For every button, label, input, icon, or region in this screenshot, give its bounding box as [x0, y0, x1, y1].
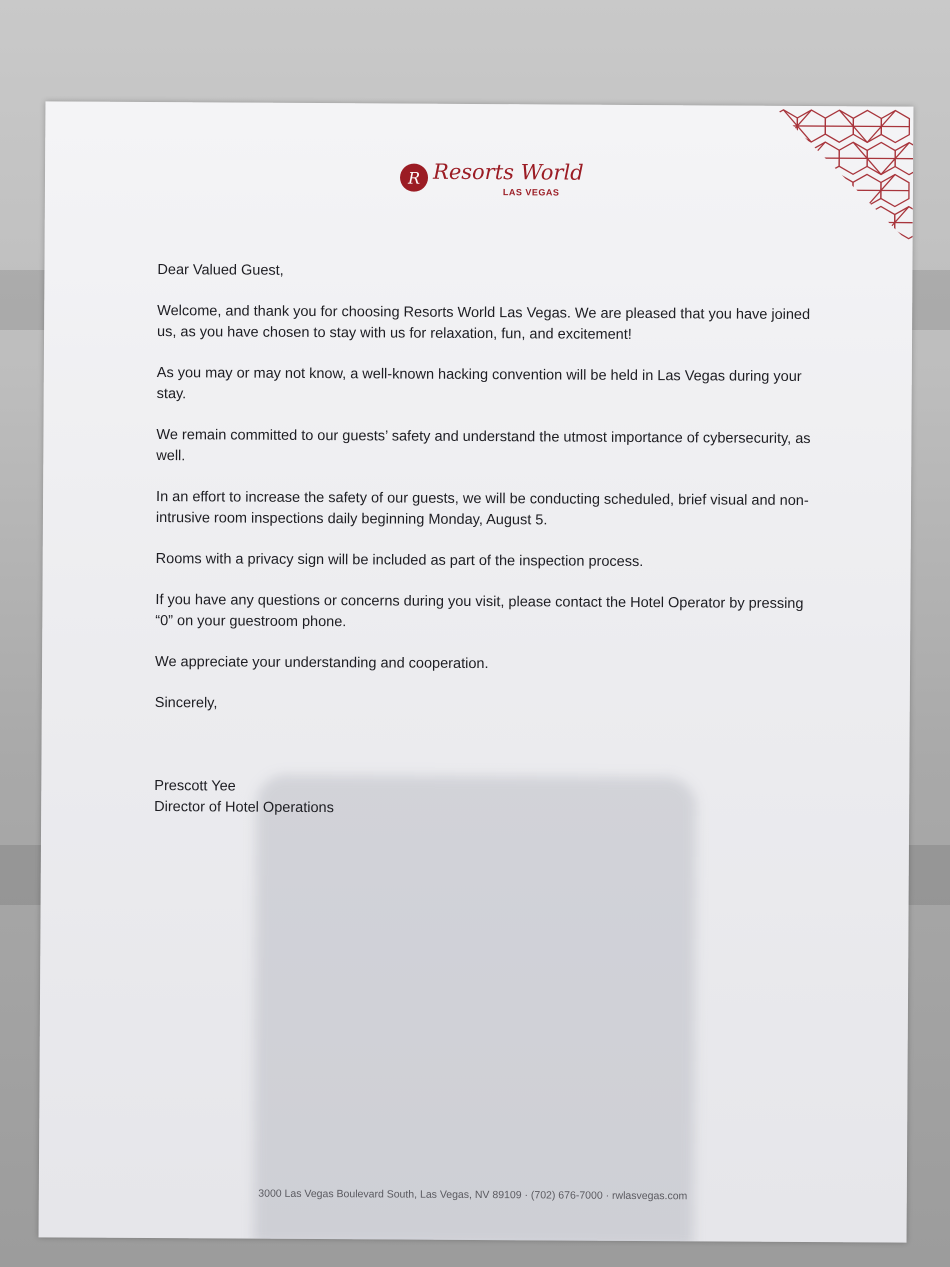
letter-body — [154, 260, 817, 822]
letter-paragraph: Welcome, and thank you for choosing Resorts World Las Vegas. We are pleased that you have joined us, as you have chosen to stay with us for relaxation, fun, and excitement! — [157, 303, 811, 343]
letter-page — [39, 101, 914, 1242]
letter-paragraph: In an effort to increase the safety of our guests, we will be conducting scheduled, brief visual and non-intrusive room inspections daily beginning Monday, August 5. — [155, 489, 809, 529]
letter-paragraph: If you have any questions or concerns during you visit, please contact the Hotel Operator by pressing “0” on your guestroom phone. — [155, 592, 804, 631]
corner-pattern-icon — [773, 106, 914, 247]
rw-logo-icon: R — [400, 164, 428, 192]
logo-script-text: Resorts World — [432, 159, 584, 185]
letter-paragraph: We remain committed to our guests’ safety and understand the utmost importance of cybersecurity, as well. — [156, 427, 811, 465]
signature-block — [154, 776, 814, 822]
resorts-world-logo — [400, 159, 584, 203]
salutation: Dear Valued Guest, — [157, 262, 284, 279]
letter-paragraph: We appreciate your understanding and cooperation. — [155, 654, 489, 673]
signer-name: Prescott Yee — [154, 778, 236, 795]
footer-address: 3000 Las Vegas Boulevard South, Las Vegas, NV 89109 · (702) 676-7000 · rwlasvegas.com — [258, 1187, 688, 1203]
letter-paragraph: Rooms with a privacy sign will be included as part of the inspection process. — [155, 551, 644, 571]
letter-paragraph: As you may or may not know, a well-known hacking convention will be held in Las Vegas during your stay. — [156, 365, 802, 403]
signer-title: Director of Hotel Operations — [154, 799, 334, 817]
closing: Sincerely, — [154, 695, 218, 712]
logo-subtitle: LAS VEGAS — [502, 187, 560, 198]
phone-shadow — [253, 775, 696, 1243]
